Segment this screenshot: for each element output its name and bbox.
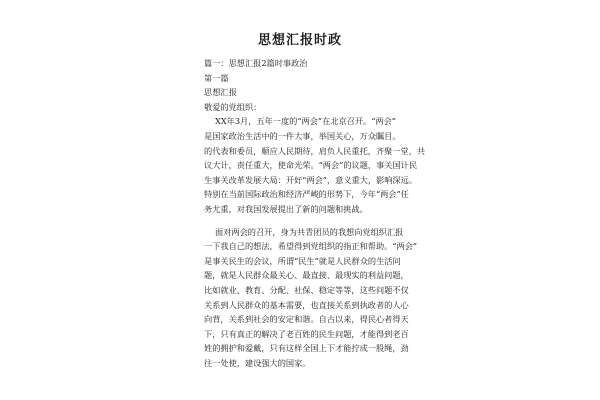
paragraph-line: 议大计，责任重大，使命光荣。“两会”的议题，事关国计民	[204, 160, 418, 171]
paragraph-line: 是事关民生的会议，所谓“民生”就是人民群众的生活问	[204, 255, 401, 266]
paragraph-line: 一下我自己的想法，希望得到党组织的指正和帮助。“两会”	[204, 241, 418, 252]
paragraph-line: 向背，关系到社会的安定和谐。自古以来，得民心者得天	[204, 314, 409, 325]
paragraph-line: 生事关改革发展大局：开好“两会”，意义重大，影响深远。	[204, 174, 418, 185]
paragraph-line: XX年3月，五年一度的“两会”在北京召开。“两会”	[215, 116, 396, 127]
page-title: 思想汇报时政	[257, 33, 342, 48]
paragraph-line: 下，只有真正的解决了老百姓的民生问题，才能得到老百	[204, 328, 409, 339]
paragraph-2	[204, 225, 418, 371]
paragraph-line: 是国家政治生活中的一件大事，举国关心，万众瞩目。	[204, 130, 401, 141]
paragraph-line: 姓的拥护和爱戴，只有这样全国上下才能拧成一股绳，劲	[204, 343, 409, 354]
paragraph-line: 比如就业、教育、分配、社保、稳定等等，这些问题不仅	[204, 284, 409, 295]
paragraph-line: 题，就是人民群众最关心、最直接、最现实的利益问题，	[204, 270, 409, 281]
paragraph-line: 的代表和委员，顺应人民期待，肩负人民重托，齐聚一堂，共	[204, 145, 426, 156]
paragraph-line: 往一处使，建设强大的国家。	[204, 357, 311, 368]
salutation: 敬爱的党组织：	[204, 101, 262, 112]
paragraph-line: 关系到人民群众的基本需要，也直接关系到执政者的人心	[204, 299, 409, 310]
document-body	[204, 56, 426, 370]
article-subtitle: 篇一：思想汇报2篇时事政治	[204, 58, 308, 68]
paragraph-line: 务尤重，对我国发展提出了新的问题和挑战。	[204, 203, 368, 214]
paragraph-line: 特别在当前国际政治和经济严峻的形势下，今年“两会”任	[204, 189, 409, 200]
report-label: 思想汇报	[204, 87, 237, 98]
paragraph-line: 面对两会的召开，身为共青团员的我想向党组织汇报	[215, 226, 404, 237]
paragraph-1	[204, 114, 426, 216]
section-label: 第一篇	[204, 72, 229, 83]
